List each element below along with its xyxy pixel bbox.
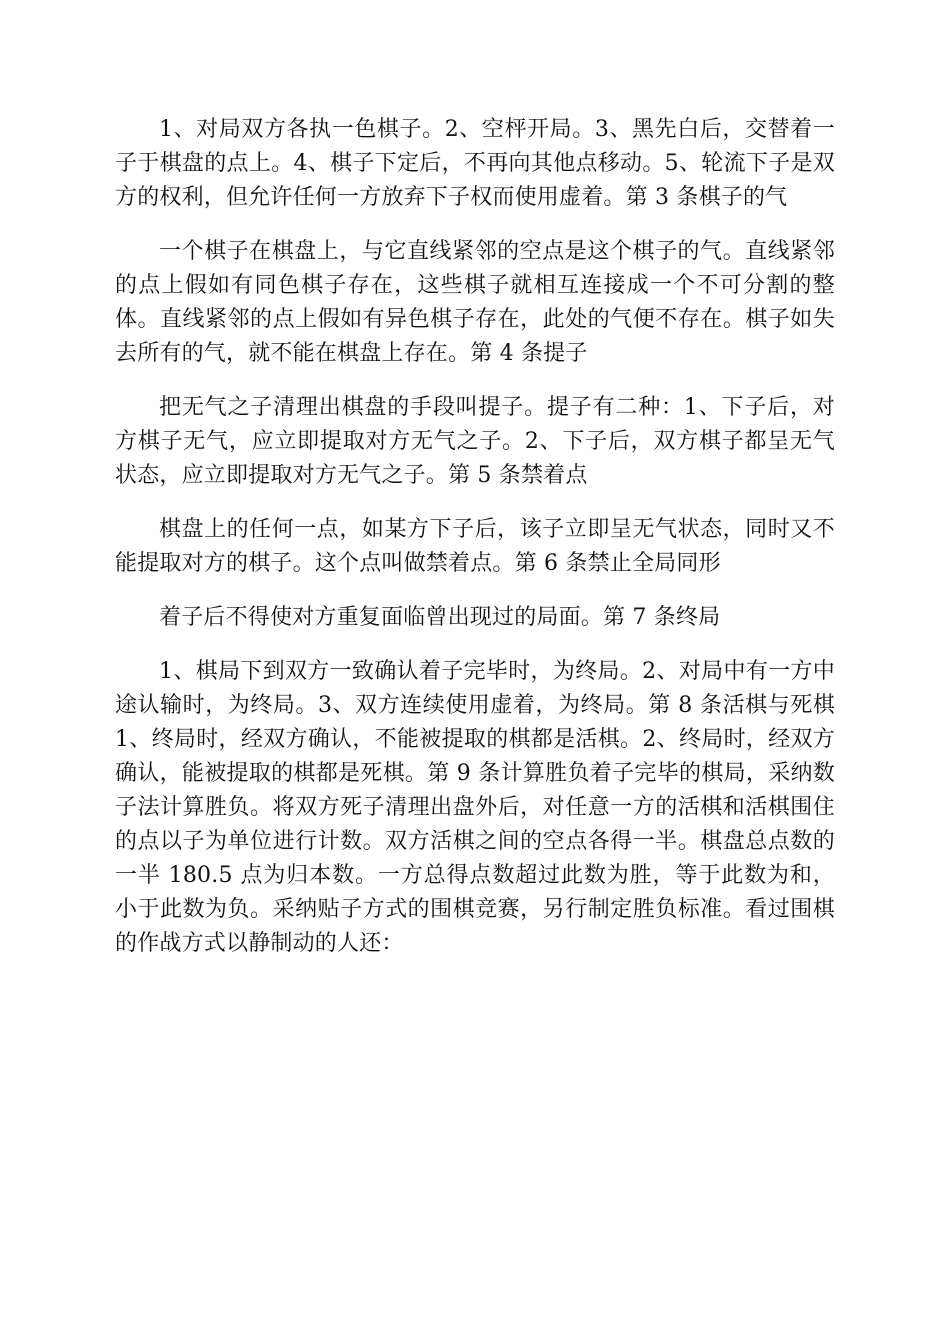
paragraph-rules-1-5: 1、对局双方各执一色棋子。2、空枰开局。3、黑先白后，交替着一子于棋盘的点上。4、棋子下定后，不再向其他点移动。5、轮流下子是双方的权利，但允许任何一方放弃下子权而使用虚着。第 3 条棋子的气 bbox=[115, 117, 835, 210]
paragraph-repetition: 着子后不得使对方重复面临曾出现过的局面。第 7 条终局 bbox=[159, 605, 721, 630]
paragraph-liberties: 一个棋子在棋盘上，与它直线紧邻的空点是这个棋子的气。直线紧邻的点上假如有同色棋子存在，这些棋子就相互连接成一个不可分割的整体。直线紧邻的点上假如有异色棋子存在，此处的气便不存在。棋子如失去所有的气，就不能在棋盘上存在。第 4 条提子 bbox=[115, 239, 835, 366]
paragraph-end-and-scoring: 1、棋局下到双方一致确认着子完毕时，为终局。2、对局中有一方中途认输时，为终局。3、双方连续使用虚着，为终局。第 8 条活棋与死棋 1、终局时，经双方确认，不能被提取的棋都是活棋。2、终局时，经双方确认，能被提取的棋都是死棋。第 9 条计算胜负着子完毕的棋局，采纳数子法计算胜负。将双方死子清理出盘外后，对任意一方的活棋和活棋围住的点以子为单位进行计数。双方活棋之间的空点各得一半。棋盘总点数的一半 180.5 点为归本数。一方总得点数超过此数为胜，等于此数为和，小于此数为负。采纳贴子方式的围棋竞赛，另行制定胜负标准。看过围棋的作战方式以静制动的人还： bbox=[115, 659, 835, 956]
document-page bbox=[115, 113, 835, 981]
paragraph-forbidden-point: 棋盘上的任何一点，如某方下子后，该子立即呈无气状态，同时又不能提取对方的棋子。这个点叫做禁着点。第 6 条禁止全局同形 bbox=[115, 517, 835, 576]
paragraph-capture: 把无气之子清理出棋盘的手段叫提子。提子有二种：1、下子后，对方棋子无气，应立即提取对方无气之子。2、下子后，双方棋子都呈无气状态，应立即提取对方无气之子。第 5 条禁着点 bbox=[115, 395, 835, 488]
